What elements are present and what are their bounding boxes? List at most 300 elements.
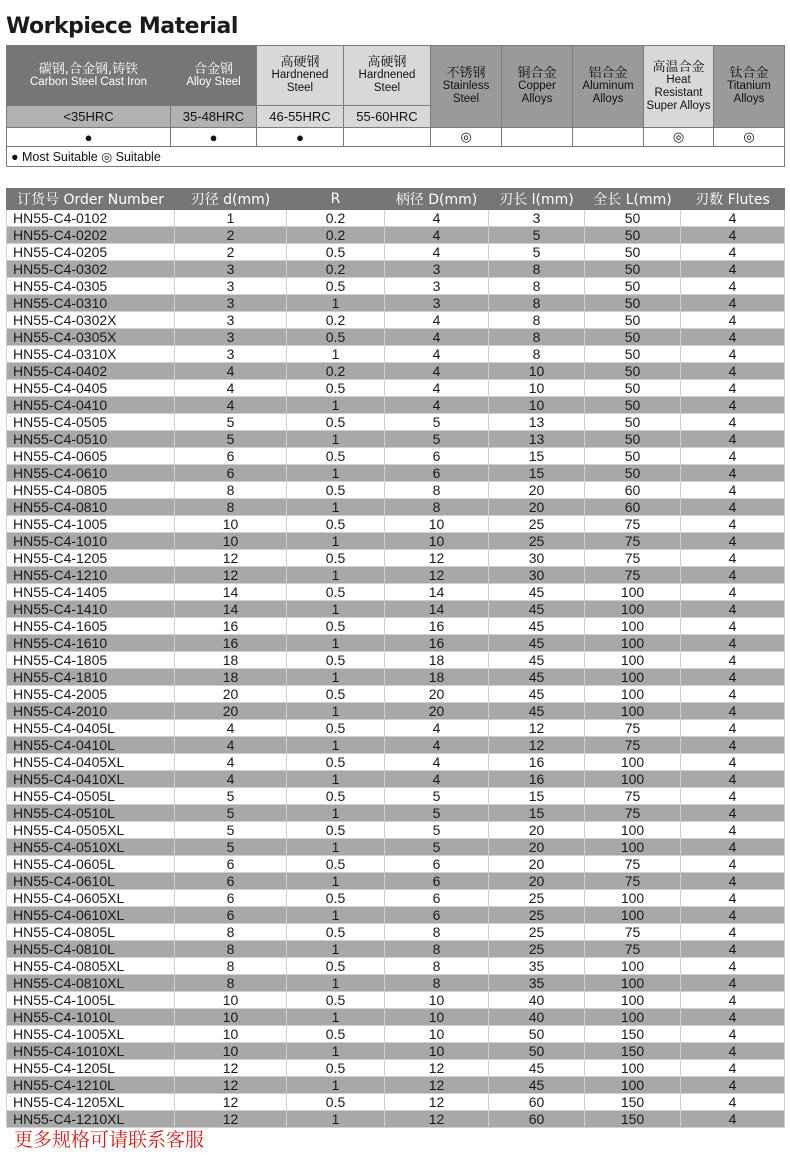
spec-cell: 0.5 bbox=[287, 822, 385, 839]
table-row bbox=[7, 295, 785, 312]
spec-cell: 4 bbox=[681, 1077, 785, 1094]
spec-cell: 4 bbox=[681, 992, 785, 1009]
column-header: R bbox=[287, 189, 385, 210]
spec-cell: 4 bbox=[681, 822, 785, 839]
table-row bbox=[7, 533, 785, 550]
spec-cell: 4 bbox=[681, 397, 785, 414]
order-number-cell: HN55-C4-0505XL bbox=[7, 822, 175, 839]
spec-cell: 8 bbox=[175, 499, 287, 516]
spec-cell: 4 bbox=[681, 669, 785, 686]
spec-cell: 16 bbox=[489, 771, 585, 788]
spec-cell: 6 bbox=[175, 856, 287, 873]
spec-cell: 18 bbox=[385, 669, 489, 686]
material-name-zh: 碳钢,合金钢,铸铁 bbox=[38, 61, 139, 77]
spec-cell: 4 bbox=[681, 550, 785, 567]
spec-cell: 1 bbox=[287, 601, 385, 618]
spec-cell: 4 bbox=[385, 227, 489, 244]
table-row bbox=[7, 992, 785, 1009]
table-row bbox=[7, 329, 785, 346]
spec-cell: 4 bbox=[681, 958, 785, 975]
order-number-cell: HN55-C4-0405 bbox=[7, 380, 175, 397]
spec-cell: 12 bbox=[385, 1060, 489, 1077]
order-number-cell: HN55-C4-0605XL bbox=[7, 890, 175, 907]
spec-cell: 50 bbox=[585, 312, 681, 329]
spec-cell: 1 bbox=[287, 873, 385, 890]
material-name-en: Stainless Steel bbox=[442, 80, 490, 105]
column-header: 柄径 D(mm) bbox=[385, 189, 489, 210]
order-number-cell: HN55-C4-0510 bbox=[7, 431, 175, 448]
spec-cell: 0.2 bbox=[287, 227, 385, 244]
spec-cell: 100 bbox=[585, 907, 681, 924]
order-number-cell: HN55-C4-0410 bbox=[7, 397, 175, 414]
spec-cell: 4 bbox=[385, 210, 489, 227]
spec-cell: 100 bbox=[585, 771, 681, 788]
hardness-range: 35-48HRC bbox=[171, 106, 257, 128]
suitability-symbol: ● bbox=[7, 128, 171, 147]
table-row bbox=[7, 380, 785, 397]
material-name-en: Carbon Steel Cast Iron bbox=[30, 75, 147, 88]
spec-cell: 0.5 bbox=[287, 720, 385, 737]
material-name-en: Alloy Steel bbox=[186, 75, 241, 88]
order-number-cell: HN55-C4-0510XL bbox=[7, 839, 175, 856]
spec-cell: 6 bbox=[175, 448, 287, 465]
spec-cell: 8 bbox=[385, 482, 489, 499]
spec-cell: 4 bbox=[681, 329, 785, 346]
material-name-zh: 高硬钢 bbox=[280, 55, 320, 70]
spec-cell: 100 bbox=[585, 635, 681, 652]
spec-cell: 10 bbox=[489, 363, 585, 380]
order-number-cell: HN55-C4-1610 bbox=[7, 635, 175, 652]
order-number-cell: HN55-C4-1205 bbox=[7, 550, 175, 567]
spec-cell: 4 bbox=[681, 635, 785, 652]
spec-cell: 0.5 bbox=[287, 1026, 385, 1043]
spec-cell: 5 bbox=[489, 227, 585, 244]
spec-cell: 4 bbox=[681, 1009, 785, 1026]
spec-cell: 1 bbox=[287, 397, 385, 414]
spec-cell: 100 bbox=[585, 1060, 681, 1077]
spec-cell: 4 bbox=[681, 567, 785, 584]
spec-cell: 10 bbox=[175, 533, 287, 550]
spec-cell: 18 bbox=[385, 652, 489, 669]
spec-cell: 20 bbox=[489, 482, 585, 499]
material-header-8 bbox=[714, 46, 785, 128]
spec-cell: 16 bbox=[175, 618, 287, 635]
spec-cell: 18 bbox=[175, 669, 287, 686]
order-number-cell: HN55-C4-1010 bbox=[7, 533, 175, 550]
spec-cell: 4 bbox=[681, 771, 785, 788]
spec-cell: 45 bbox=[489, 1060, 585, 1077]
spec-cell: 3 bbox=[175, 278, 287, 295]
hardness-range: <35HRC bbox=[7, 106, 171, 128]
material-name-zh: 高硬钢 bbox=[367, 55, 407, 70]
spec-cell: 0.5 bbox=[287, 890, 385, 907]
material-name-en: Heat Resistant Super Alloys bbox=[646, 73, 711, 112]
column-header: 刃数 Flutes bbox=[681, 189, 785, 210]
table-row bbox=[7, 822, 785, 839]
table-row bbox=[7, 1060, 785, 1077]
spec-cell: 45 bbox=[489, 686, 585, 703]
suitability-legend: ● Most Suitable ◎ Suitable bbox=[7, 147, 785, 167]
spec-cell: 30 bbox=[489, 550, 585, 567]
spec-cell: 4 bbox=[681, 414, 785, 431]
spec-cell: 6 bbox=[175, 907, 287, 924]
spec-cell: 4 bbox=[681, 1026, 785, 1043]
order-number-cell: HN55-C4-1410 bbox=[7, 601, 175, 618]
spec-cell: 20 bbox=[175, 686, 287, 703]
spec-cell: 1 bbox=[287, 1111, 385, 1128]
table-row bbox=[7, 312, 785, 329]
spec-cell: 12 bbox=[175, 550, 287, 567]
table-row bbox=[7, 1043, 785, 1060]
spec-cell: 4 bbox=[385, 244, 489, 261]
spec-cell: 50 bbox=[489, 1026, 585, 1043]
table-row bbox=[7, 652, 785, 669]
spec-cell: 8 bbox=[489, 278, 585, 295]
table-row bbox=[7, 890, 785, 907]
order-number-cell: HN55-C4-1210 bbox=[7, 567, 175, 584]
material-header-3 bbox=[344, 46, 431, 106]
spec-cell: 10 bbox=[175, 992, 287, 1009]
spec-cell: 4 bbox=[175, 771, 287, 788]
column-header: 刃长 l(mm) bbox=[489, 189, 585, 210]
spec-cell: 1 bbox=[287, 465, 385, 482]
spec-cell: 8 bbox=[175, 958, 287, 975]
spec-cell: 8 bbox=[489, 346, 585, 363]
spec-cell: 1 bbox=[287, 533, 385, 550]
order-number-cell: HN55-C4-0805L bbox=[7, 924, 175, 941]
table-row bbox=[7, 873, 785, 890]
spec-cell: 50 bbox=[585, 329, 681, 346]
spec-cell: 5 bbox=[175, 839, 287, 856]
spec-cell: 4 bbox=[681, 1043, 785, 1060]
spec-cell: 4 bbox=[681, 907, 785, 924]
order-number-cell: HN55-C4-0302X bbox=[7, 312, 175, 329]
table-row bbox=[7, 482, 785, 499]
spec-cell: 10 bbox=[385, 516, 489, 533]
spec-cell: 0.5 bbox=[287, 992, 385, 1009]
spec-cell: 75 bbox=[585, 550, 681, 567]
spec-cell: 45 bbox=[489, 618, 585, 635]
spec-cell: 60 bbox=[585, 482, 681, 499]
spec-cell: 0.5 bbox=[287, 329, 385, 346]
spec-cell: 50 bbox=[585, 278, 681, 295]
spec-cell: 45 bbox=[489, 652, 585, 669]
spec-cell: 25 bbox=[489, 924, 585, 941]
suitability-symbol: ◎ bbox=[431, 128, 502, 147]
spec-cell: 4 bbox=[681, 686, 785, 703]
spec-cell: 8 bbox=[385, 924, 489, 941]
column-header: 全长 L(mm) bbox=[585, 189, 681, 210]
spec-cell: 50 bbox=[585, 363, 681, 380]
spec-cell: 0.5 bbox=[287, 618, 385, 635]
spec-cell: 0.5 bbox=[287, 686, 385, 703]
spec-cell: 1 bbox=[175, 210, 287, 227]
spec-cell: 10 bbox=[175, 1043, 287, 1060]
order-number-cell: HN55-C4-0810XL bbox=[7, 975, 175, 992]
spec-cell: 45 bbox=[489, 635, 585, 652]
spec-cell: 16 bbox=[385, 618, 489, 635]
order-number-cell: HN55-C4-0510L bbox=[7, 805, 175, 822]
spec-cell: 0.5 bbox=[287, 788, 385, 805]
spec-cell: 8 bbox=[385, 975, 489, 992]
spec-cell: 1 bbox=[287, 499, 385, 516]
spec-cell: 10 bbox=[385, 992, 489, 1009]
spec-cell: 60 bbox=[489, 1111, 585, 1128]
table-row bbox=[7, 550, 785, 567]
spec-cell: 8 bbox=[175, 975, 287, 992]
hardness-range: 46-55HRC bbox=[257, 106, 344, 128]
spec-cell: 0.5 bbox=[287, 278, 385, 295]
material-header-4 bbox=[431, 46, 502, 128]
material-name-zh: 铜合金 bbox=[517, 66, 557, 81]
spec-cell: 12 bbox=[175, 1077, 287, 1094]
order-number-cell: HN55-C4-0310 bbox=[7, 295, 175, 312]
order-number-cell: HN55-C4-0805 bbox=[7, 482, 175, 499]
spec-cell: 5 bbox=[385, 431, 489, 448]
spec-cell: 4 bbox=[681, 584, 785, 601]
spec-cell: 4 bbox=[681, 924, 785, 941]
spec-cell: 3 bbox=[175, 312, 287, 329]
spec-cell: 45 bbox=[489, 703, 585, 720]
order-number-cell: HN55-C4-0605L bbox=[7, 856, 175, 873]
spec-cell: 1 bbox=[287, 737, 385, 754]
spec-cell: 4 bbox=[681, 227, 785, 244]
spec-cell: 50 bbox=[585, 346, 681, 363]
table-row bbox=[7, 771, 785, 788]
spec-cell: 4 bbox=[385, 363, 489, 380]
spec-cell: 45 bbox=[489, 669, 585, 686]
order-number-cell: HN55-C4-0505L bbox=[7, 788, 175, 805]
spec-cell: 35 bbox=[489, 975, 585, 992]
spec-cell: 8 bbox=[385, 958, 489, 975]
table-row bbox=[7, 1026, 785, 1043]
spec-cell: 1 bbox=[287, 346, 385, 363]
table-row bbox=[7, 669, 785, 686]
spec-cell: 4 bbox=[385, 737, 489, 754]
spec-cell: 1 bbox=[287, 1077, 385, 1094]
order-number-cell: HN55-C4-0610L bbox=[7, 873, 175, 890]
suitability-symbol: ◎ bbox=[714, 128, 785, 147]
spec-cell: 20 bbox=[385, 686, 489, 703]
spec-cell: 0.5 bbox=[287, 1094, 385, 1111]
spec-cell: 16 bbox=[385, 635, 489, 652]
spec-cell: 40 bbox=[489, 1009, 585, 1026]
order-number-cell: HN55-C4-0410XL bbox=[7, 771, 175, 788]
table-row bbox=[7, 1094, 785, 1111]
table-row bbox=[7, 584, 785, 601]
spec-cell: 1 bbox=[287, 975, 385, 992]
order-number-cell: HN55-C4-0610 bbox=[7, 465, 175, 482]
spec-cell: 4 bbox=[681, 839, 785, 856]
table-row bbox=[7, 856, 785, 873]
material-header-2 bbox=[257, 46, 344, 106]
spec-cell: 0.2 bbox=[287, 261, 385, 278]
table-row bbox=[7, 210, 785, 227]
table-row bbox=[7, 788, 785, 805]
spec-cell: 8 bbox=[175, 482, 287, 499]
spec-cell: 10 bbox=[385, 1026, 489, 1043]
table-row bbox=[7, 363, 785, 380]
spec-cell: 10 bbox=[385, 1009, 489, 1026]
spec-cell: 4 bbox=[681, 975, 785, 992]
order-number-cell: HN55-C4-0610XL bbox=[7, 907, 175, 924]
spec-cell: 4 bbox=[681, 1094, 785, 1111]
spec-cell: 12 bbox=[385, 550, 489, 567]
order-number-cell: HN55-C4-0302 bbox=[7, 261, 175, 278]
spec-cell: 4 bbox=[681, 363, 785, 380]
spec-cell: 4 bbox=[681, 295, 785, 312]
spec-cell: 15 bbox=[489, 448, 585, 465]
material-suitability-row bbox=[7, 128, 785, 147]
spec-cell: 4 bbox=[175, 737, 287, 754]
spec-cell: 45 bbox=[489, 601, 585, 618]
spec-cell: 0.5 bbox=[287, 924, 385, 941]
material-header-0 bbox=[7, 46, 171, 106]
spec-cell: 5 bbox=[175, 805, 287, 822]
spec-cell: 100 bbox=[585, 958, 681, 975]
spec-cell: 50 bbox=[585, 244, 681, 261]
table-row bbox=[7, 839, 785, 856]
order-number-cell: HN55-C4-1005L bbox=[7, 992, 175, 1009]
spec-cell: 12 bbox=[385, 1094, 489, 1111]
spec-cell: 100 bbox=[585, 822, 681, 839]
spec-cell: 1 bbox=[287, 431, 385, 448]
spec-cell: 100 bbox=[585, 601, 681, 618]
spec-cell: 50 bbox=[585, 210, 681, 227]
order-number-cell: HN55-C4-0310X bbox=[7, 346, 175, 363]
spec-cell: 4 bbox=[681, 533, 785, 550]
spec-cell: 8 bbox=[385, 499, 489, 516]
spec-cell: 8 bbox=[489, 312, 585, 329]
spec-cell: 4 bbox=[681, 499, 785, 516]
order-number-cell: HN55-C4-1205XL bbox=[7, 1094, 175, 1111]
spec-cell: 6 bbox=[385, 890, 489, 907]
spec-cell: 12 bbox=[175, 1111, 287, 1128]
suitability-symbol bbox=[573, 128, 644, 147]
spec-cell: 16 bbox=[175, 635, 287, 652]
spec-cell: 6 bbox=[385, 907, 489, 924]
spec-cell: 5 bbox=[175, 788, 287, 805]
spec-cell: 4 bbox=[681, 210, 785, 227]
spec-cell: 5 bbox=[385, 839, 489, 856]
spec-cell: 4 bbox=[385, 312, 489, 329]
order-number-cell: HN55-C4-1210XL bbox=[7, 1111, 175, 1128]
table-row bbox=[7, 737, 785, 754]
spec-cell: 12 bbox=[489, 737, 585, 754]
spec-cell: 4 bbox=[681, 448, 785, 465]
spec-cell: 3 bbox=[175, 295, 287, 312]
spec-cell: 25 bbox=[489, 516, 585, 533]
spec-cell: 3 bbox=[175, 261, 287, 278]
spec-cell: 4 bbox=[681, 652, 785, 669]
spec-cell: 5 bbox=[385, 805, 489, 822]
spec-cell: 40 bbox=[489, 992, 585, 1009]
spec-cell: 10 bbox=[385, 533, 489, 550]
table-row bbox=[7, 720, 785, 737]
spec-cell: 75 bbox=[585, 941, 681, 958]
spec-cell: 8 bbox=[489, 261, 585, 278]
spec-cell: 3 bbox=[175, 346, 287, 363]
spec-cell: 4 bbox=[681, 856, 785, 873]
spec-cell: 1 bbox=[287, 669, 385, 686]
spec-cell: 100 bbox=[585, 652, 681, 669]
spec-cell: 1 bbox=[287, 635, 385, 652]
spec-cell: 50 bbox=[489, 1043, 585, 1060]
table-row bbox=[7, 924, 785, 941]
table-row bbox=[7, 448, 785, 465]
spec-cell: 3 bbox=[385, 278, 489, 295]
spec-cell: 100 bbox=[585, 584, 681, 601]
spec-cell: 4 bbox=[681, 431, 785, 448]
spec-cell: 20 bbox=[385, 703, 489, 720]
order-number-cell: HN55-C4-1005 bbox=[7, 516, 175, 533]
column-header: 订货号 Order Number bbox=[7, 189, 175, 210]
spec-cell: 5 bbox=[385, 788, 489, 805]
table-row bbox=[7, 567, 785, 584]
spec-cell: 100 bbox=[585, 686, 681, 703]
table-row bbox=[7, 1009, 785, 1026]
material-name-zh: 高温合金 bbox=[652, 59, 705, 75]
order-number-cell: HN55-C4-0305X bbox=[7, 329, 175, 346]
spec-cell: 0.2 bbox=[287, 312, 385, 329]
spec-cell: 20 bbox=[489, 822, 585, 839]
spec-cell: 0.5 bbox=[287, 856, 385, 873]
spec-cell: 0.5 bbox=[287, 448, 385, 465]
spec-cell: 4 bbox=[681, 601, 785, 618]
order-spec-table bbox=[6, 188, 785, 1128]
material-name-zh: 不锈钢 bbox=[446, 66, 486, 81]
spec-cell: 1 bbox=[287, 907, 385, 924]
spec-cell: 5 bbox=[385, 414, 489, 431]
material-name-en: Copper Alloys bbox=[518, 80, 556, 105]
spec-cell: 25 bbox=[489, 533, 585, 550]
suitability-symbol: ● bbox=[257, 128, 344, 147]
spec-cell: 4 bbox=[681, 312, 785, 329]
spec-cell: 100 bbox=[585, 1009, 681, 1026]
spec-cell: 50 bbox=[585, 295, 681, 312]
spec-cell: 75 bbox=[585, 737, 681, 754]
order-number-cell: HN55-C4-0305 bbox=[7, 278, 175, 295]
spec-cell: 60 bbox=[585, 499, 681, 516]
spec-cell: 100 bbox=[585, 992, 681, 1009]
order-number-cell: HN55-C4-1010L bbox=[7, 1009, 175, 1026]
spec-cell: 10 bbox=[175, 516, 287, 533]
order-number-cell: HN55-C4-0205 bbox=[7, 244, 175, 261]
material-name-zh: 铝合金 bbox=[588, 66, 628, 81]
material-name-en: Hardnened Steel bbox=[358, 69, 416, 94]
table-row bbox=[7, 958, 785, 975]
spec-cell: 14 bbox=[175, 601, 287, 618]
spec-cell: 50 bbox=[585, 380, 681, 397]
spec-cell: 4 bbox=[175, 363, 287, 380]
spec-cell: 100 bbox=[585, 1077, 681, 1094]
spec-cell: 100 bbox=[585, 754, 681, 771]
spec-cell: 0.5 bbox=[287, 550, 385, 567]
order-number-cell: HN55-C4-0202 bbox=[7, 227, 175, 244]
spec-cell: 15 bbox=[489, 465, 585, 482]
spec-cell: 6 bbox=[175, 890, 287, 907]
spec-cell: 8 bbox=[385, 941, 489, 958]
material-header-5 bbox=[502, 46, 573, 128]
table-row bbox=[7, 397, 785, 414]
spec-cell: 4 bbox=[175, 720, 287, 737]
order-number-cell: HN55-C4-0605 bbox=[7, 448, 175, 465]
order-number-cell: HN55-C4-0810 bbox=[7, 499, 175, 516]
spec-cell: 4 bbox=[385, 380, 489, 397]
spec-cell: 75 bbox=[585, 720, 681, 737]
material-header-7 bbox=[644, 46, 714, 128]
table-row bbox=[7, 244, 785, 261]
